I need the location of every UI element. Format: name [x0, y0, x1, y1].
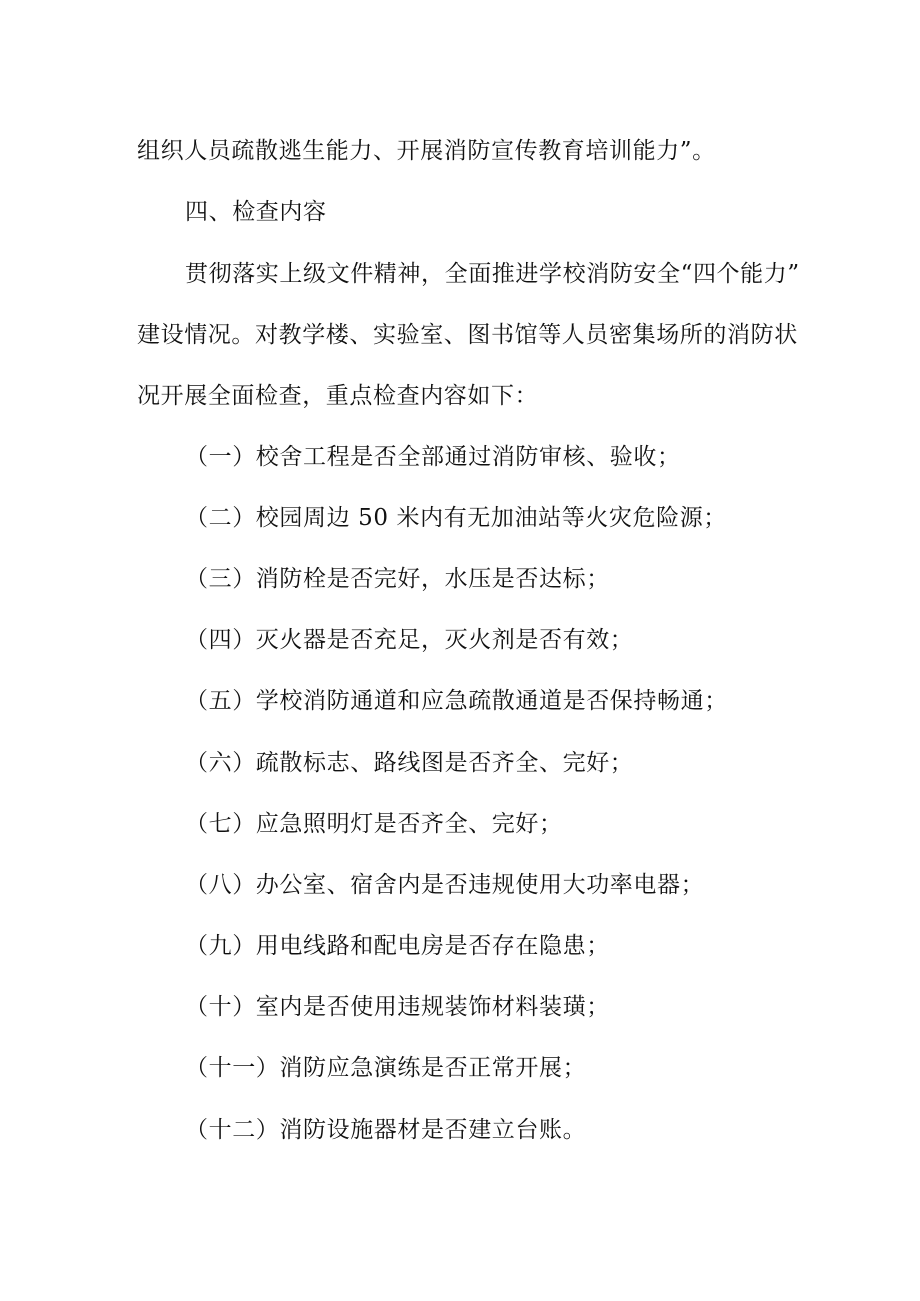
checklist-item-11: （十一）消防应急演练是否正常开展；	[185, 1055, 587, 1081]
continuation-text: 组织人员疏散逃生能力、开展消防宣传教育培训能力”。	[137, 138, 716, 164]
checklist-item-9: （九）用电线路和配电房是否存在隐患；	[185, 933, 610, 959]
checklist-item-10: （十）室内是否使用违规装饰材料装璜；	[185, 994, 610, 1020]
checklist-item-3: （三）消防栓是否完好，水压是否达标；	[185, 566, 610, 592]
checklist-item-12: （十二）消防设施器材是否建立台账。	[185, 1117, 587, 1143]
intro-paragraph-line-1: 贯彻落实上级文件精神，全面推进学校消防安全“四个能力”	[185, 261, 800, 287]
checklist-item-6: （六）疏散标志、路线图是否齐全、完好；	[185, 750, 634, 776]
checklist-item-4: （四）灭火器是否充足，灭火剂是否有效；	[185, 627, 634, 653]
checklist-item-1: （一）校舍工程是否全部通过消防审核、验收；	[185, 444, 681, 470]
intro-paragraph-line-3: 况开展全面检查，重点检查内容如下：	[137, 383, 539, 409]
checklist-item-5: （五）学校消防通道和应急疏散通道是否保持畅通；	[185, 688, 728, 714]
intro-paragraph-line-2: 建设情况。对教学楼、实验室、图书馆等人员密集场所的消防状	[137, 322, 798, 348]
checklist-item-8: （八）办公室、宿舍内是否违规使用大功率电器；	[185, 872, 705, 898]
section-heading: 四、检查内容	[185, 199, 327, 225]
checklist-item-2: （二）校园周边 50 米内有无加油站等火灾危险源；	[185, 505, 727, 531]
checklist-item-7: （七）应急照明灯是否齐全、完好；	[185, 811, 563, 837]
